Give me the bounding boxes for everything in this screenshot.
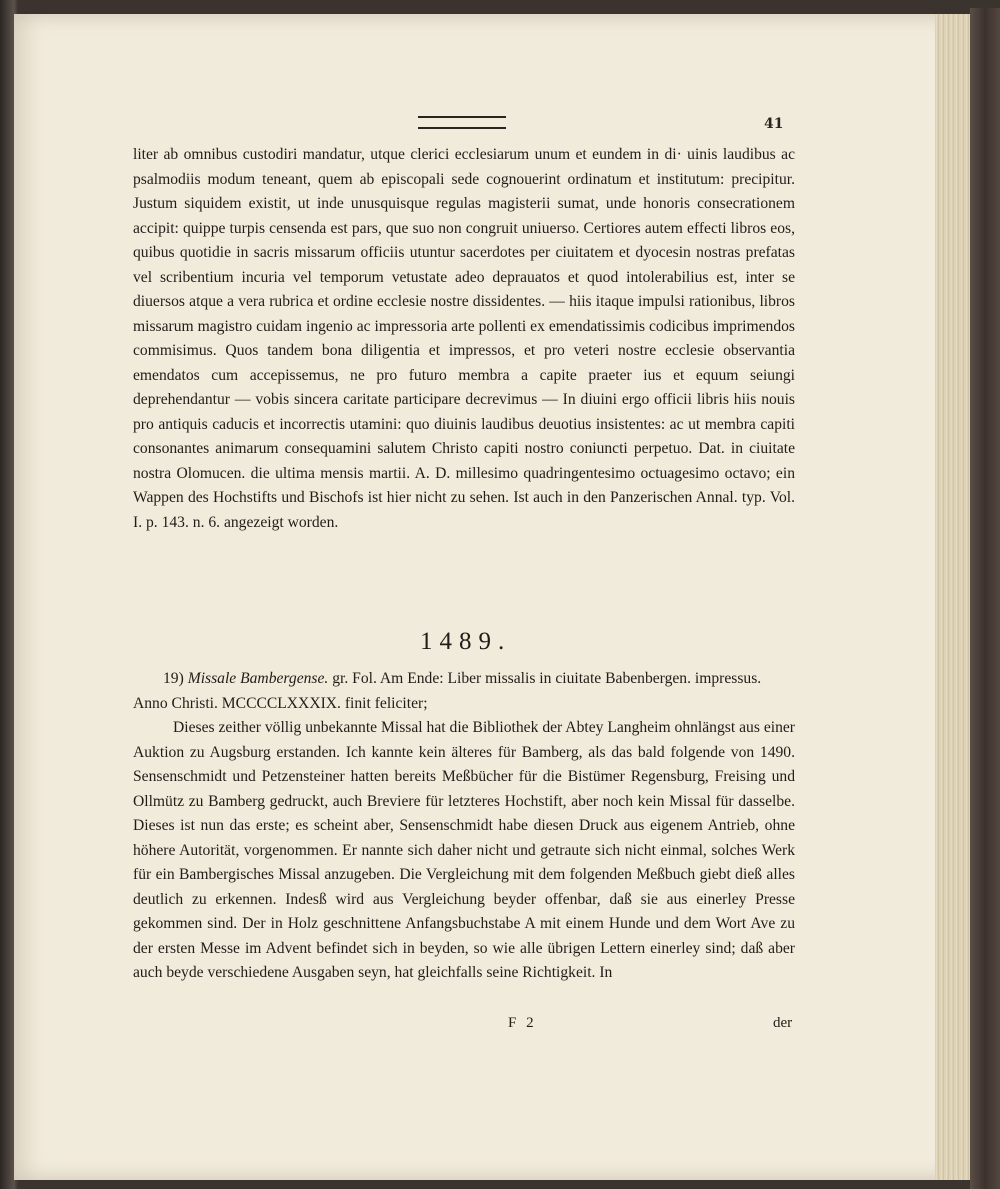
entry-format: gr. Fol. <box>332 670 377 687</box>
entry-number: 19) <box>163 670 184 687</box>
book-cover-edge <box>970 8 1000 1189</box>
entry-heading <box>133 667 795 716</box>
colophon-intro: Am Ende: <box>379 670 444 687</box>
catalog-entry <box>133 667 795 986</box>
year-heading: 1489. <box>420 628 512 655</box>
header-ornament-rule <box>418 116 506 129</box>
entry-description: Dieses zeither völlig unbekannte Missal hat die Bibliothek der Abtey Langheim ohnlängst aus einer Auktion zu Augsburg erstanden. Ich kannte kein älteres für Bamberg, als das bald folgende von 1490. Sensenschmidt und Petzensteiner hatten bereits Meßbücher für die Bistümer Regensburg, Freising und Ollmütz zu Bamberg gedruckt, auch Breviere für letzteres Hochstift, aber noch kein Missal für dasselbe. Dieses ist nun das erste; es scheint aber, Sensenschmidt habe diesen Druck aus eigenem Antrieb, ohne höhere Autorität, vorgenommen. Er nannte sich daher nicht und getraute sich nicht einmal, solches Werk für ein Bambergisches Missal anzugeben. Die Vergleichung mit dem folgenden Meßbuch giebt dieß alles deutlich zu erkennen. Indesß wird aus Vergleichung beyder offenbar, daß sie aus einerley Presse gekommen sind. Der in Holz geschnittene Anfangsbuchstabe A mit einem Hunde und dem Wort Ave zu der ersten Messe im Advent befindet sich in beyden, so wie alle übrigen Lettern einerley sind; daß aber auch beyde verschiedene Ausgaben seyn, hat gleichfalls seine Richtigkeit. In <box>133 719 795 981</box>
latin-paragraph-text: liter ab omnibus custodiri mandatur, utque clerici ecclesiarum unum et eundem in di· uinis laudibus ac psalmodiis modum teneant, quem ab episcopali sede cognouerint ordinatum et institutum: precipitur. Justum siquidem existit, ut inde unusquisque regulas magisterii sumat, unde honoris consecrationem accipit: quippe turpis censenda est pars, que suo non congruit uniuerso. Certiores autem effecti libros eos, quibus quotidie in sacris missarum officiis utuntur sacerdotes per ciuitatem et dyocesin nostras prefatas vel scribentium incuria vel temporum vetustate adeo deprauatos et quod intolerabilius est, inter se diuersos atque a vera rubrica et ordine ecclesie nostre dissidentes. — hiis itaque impulsi rationibus, libros missarum magistro cuidam ingenio ac impressoria arte pollenti ex emendatissimis codicibus imprimendos commisimus. Quos tandem bona diligentia et impressos, et pro veteri nostre ecclesie observantia emendatos cum accepissemus, ne pro futuro membra a capite praeter ius et equum seiungi deprehendantur — vobis sincera caritate participare decrevimus — In diuini ergo officii libris hiis nouis pro antiquis caducis et incorrectis utamini: quo diuinis laudibus deuotius insistentes: ac ut membra capiti consonantes animarum consequamini salutem Christo capiti nostro coniuncti perpetuo. Dat. in ciuitate nostra Olomucen. die ultima mensis martii. A. D. millesimo quadringentesimo octuagesimo octavo; ein Wappen des Hochstifts und Bischofs ist hier nicht zu sehen. Ist auch in den Panzerischen Annal. typ. Vol. I. p. 143. n. 6. angezeigt worden. <box>133 146 795 531</box>
page-number: 41 <box>764 116 784 132</box>
entry-title: Missale Bambergense. <box>187 670 329 687</box>
printer-signature: F 2 <box>508 1015 534 1031</box>
colophon-text: Liber missalis in ciuitate Babenbergen. impressus. Anno Christi. MCCCCLXXXIX. finit feliciter; <box>133 670 762 712</box>
latin-paragraph <box>133 143 795 535</box>
catchword: der <box>773 1015 793 1031</box>
page-fore-edge <box>935 14 970 1180</box>
